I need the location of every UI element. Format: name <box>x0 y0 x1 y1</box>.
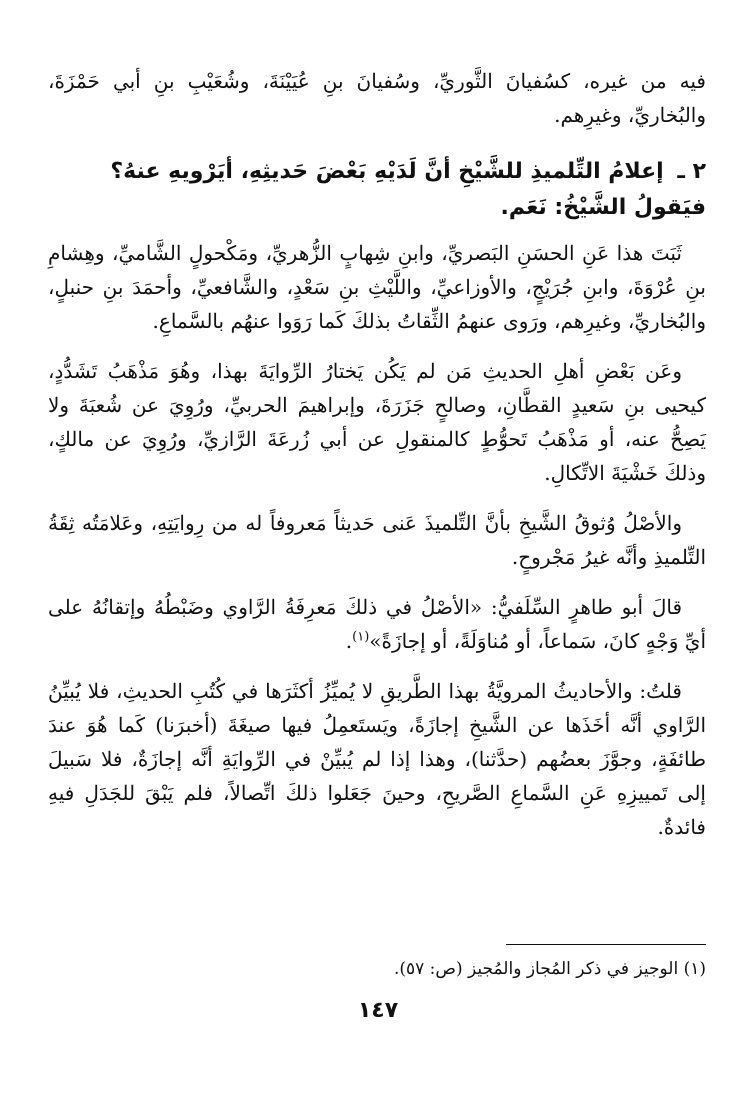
body-paragraph: ثَبَتَ هذا عَنِ الحسَنِ البَصريِّ، وابنِ شِهابٍ الزُّهريِّ، ومَكْحولٍ الشَّاميِّ، وهِشامِ بنِ عُرْوَةَ، وابنِ جُرَيْجٍ، والأوزاعيِّ، واللَّيْثِ بنِ سَعْدٍ، والشَّافعيِّ، وأحمَدَ بنِ حنبلٍ، والبُخاريِّ، وغيرِهم، ورَوى عنهمُ الثِّقاتُ بذلكَ كَما رَوَوا عنهُم بالسَّماعِ. <box>48 241 707 333</box>
body-paragraph: وعَن بَعْضِ أهلِ الحديثِ مَن لم يَكُن يَختارُ الرِّوايَةَ بهذا، وهُوَ مَذْهَبُ تَشَدُّدٍ، كيحيى بنِ سَعيدٍ القطَّانِ، وصالحٍ جَزَرَةَ، وإبراهيمَ الحربيِّ، ورُوِيَ عن شُعبَةَ ولا يَصِحُّ عنه، أو مَذْهَبُ تَحوُّطٍ كالمنقولِ عن أبي زُرعَةَ الرَّازيِّ، ورُوِيَ عن مالكٍ، وذلكَ خَشْيَةَ الاتِّكالِ. <box>48 359 706 485</box>
section-title: إعلامُ التِّلميذِ للشَّيْخِ أنَّ لَدَيْهِ بَعْضَ حَديثِهِ، أيَرْويهِ عنهُ؟ فيَقولُ الشَّيْخُ: نَعَم. <box>110 159 706 220</box>
quote-end: . <box>345 629 353 653</box>
page-number: ١٤٧ <box>357 998 399 1023</box>
footnote-marker: (١) <box>683 959 706 979</box>
section-number: ٢ ـ <box>677 159 706 184</box>
intro-paragraph: فيه من غيره، كسُفيانَ الثَّوريِّ، وسُفيانَ بنِ عُيَيْنَةَ، وشُعَيْبِ بنِ أبي حَمْزَةَ، والبُخاريِّ، وغيرِهم. <box>48 69 706 127</box>
footnote-reference[interactable]: (١) <box>352 629 370 645</box>
quote-text: قالَ أبو طاهرٍ السِّلَفيُّ: «الأصْلُ في ذلكَ مَعرِفَةُ الرَّاوي وضَبْطُهُ وإتقانُهُ على أيِّ وَجْهٍ كانَ، سَماعاً، أو مُناوَلَةً، أو إجازَةً» <box>48 595 706 653</box>
footnote-text: الوجيز في ذكر المُجاز والمُجيز (ص: ٥٧). <box>393 959 679 979</box>
body-paragraph: والأصْلُ وُثوقُ الشَّيخِ بأنَّ التِّلميذَ عَنى حَديثاً مَعروفاً له من رِوايَتِهِ، وعَلامَتُه ثِقَةُ التِّلميذِ وأنَّه غيرُ مَجْروحٍ. <box>48 511 706 569</box>
footnote <box>48 956 706 982</box>
section-heading <box>48 154 706 226</box>
closing-paragraph: قلتُ: والأحاديثُ المرويَّةُ بهذا الطَّريقِ لا يُميِّزُ أكثَرَها في كُتُبِ الحديثِ، فلا يُبيِّنُ الرَّاوي أنَّه أخَذَها عن الشَّيخِ إجازَةً، ويَستَعمِلُ فيها صيغَةَ (أخبرَنا) كَما هُوَ عندَ طائفَةٍ، وجوَّزَ بعضُهم (حدَّثنا)، وهذا إذا لم يُبيِّنْ في الرِّوايَةِ أنَّه إجازَةٌ، فلا سَبيلَ إلى تَمييزِهِ عَنِ السَّماعِ الصَّريحِ، وحينَ جَعَلوا ذلكَ اتِّصالاً، فلم يَبْقَ للجَدَلِ فيهِ فائدةٌ. <box>48 679 706 839</box>
quote-paragraph <box>48 590 706 658</box>
footnote-divider <box>506 944 706 945</box>
